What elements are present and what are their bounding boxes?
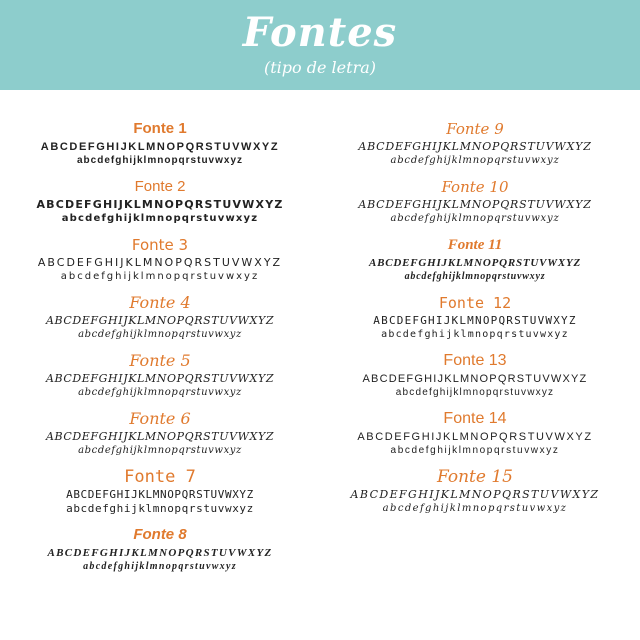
font-sample-1 [10, 120, 310, 167]
uppercase-alphabet: ABCDEFGHIJKLMNOPQRSTUVWXYZ [358, 198, 592, 211]
lowercase-alphabet: abcdefghijklmnopqrstuvwxyz [404, 271, 546, 282]
lowercase-alphabet: abcdefghijklmnopqrstuvwxyz [395, 387, 555, 398]
lowercase-alphabet: abcdefghijklmnopqrstuvwxyz [61, 213, 259, 224]
font-name: Fonte 3 [131, 236, 189, 254]
uppercase-alphabet: ABCDEFGHIJKLMNOPQRSTUVWXYZ [45, 372, 275, 385]
font-sample-7 [10, 468, 310, 515]
uppercase-alphabet: ABCDEFGHIJKLMNOPQRSTUVWXYZ [45, 430, 275, 443]
font-sample-4 [10, 294, 310, 341]
font-sample-2 [10, 178, 310, 225]
lowercase-alphabet: abcdefghijklmnopqrstuvwxyz [390, 445, 560, 456]
font-sample-12 [325, 294, 625, 341]
lowercase-alphabet: abcdefghijklmnopqrstuvwxyz [78, 387, 242, 398]
font-name: Fonte 10 [441, 178, 509, 196]
lowercase-alphabet: abcdefghijklmnopqrstuvwxyz [382, 503, 568, 514]
lowercase-alphabet: abcdefghijklmnopqrstuvwxyz [390, 213, 560, 224]
font-name: Fonte 2 [134, 178, 186, 195]
page-subtitle: (tipo de letra) [264, 58, 376, 77]
uppercase-alphabet: ABCDEFGHIJKLMNOPQRSTUVWXYZ [45, 314, 275, 327]
page-title: Fontes [242, 9, 398, 56]
font-sample-9 [325, 120, 625, 167]
font-sample-15 [325, 468, 625, 515]
lowercase-alphabet: abcdefghijklmnopqrstuvwxyz [76, 155, 244, 166]
font-name: Fonte 14 [443, 410, 507, 427]
uppercase-alphabet: ABCDEFGHIJKLMNOPQRSTUVWXYZ [36, 198, 284, 211]
font-sample-8 [10, 526, 310, 573]
font-name: Fonte 7 [124, 467, 196, 487]
lowercase-alphabet: abcdefghijklmnopqrstuvwxyz [381, 329, 569, 340]
lowercase-alphabet: abcdefghijklmnopqrstuvwxyz [390, 155, 560, 166]
font-name: Fonte 6 [129, 409, 191, 428]
uppercase-alphabet: ABCDEFGHIJKLMNOPQRSTUVWXYZ [357, 431, 593, 443]
uppercase-alphabet: ABCDEFGHIJKLMNOPQRSTUVWXYZ [368, 257, 582, 269]
font-name: Fonte 9 [446, 120, 504, 138]
lowercase-alphabet: abcdefghijklmnopqrstuvwxyz [83, 561, 237, 572]
font-sample-14 [325, 410, 625, 457]
header-banner [0, 0, 640, 90]
uppercase-alphabet: ABCDEFGHIJKLMNOPQRSTUVWXYZ [373, 314, 577, 327]
font-sample-3 [10, 236, 310, 283]
uppercase-alphabet: ABCDEFGHIJKLMNOPQRSTUVWXYZ [358, 140, 592, 153]
uppercase-alphabet: ABCDEFGHIJKLMNOPQRSTUVWXYZ [40, 141, 280, 153]
uppercase-alphabet: ABCDEFGHIJKLMNOPQRSTUVWXYZ [362, 373, 588, 385]
lowercase-alphabet: abcdefghijklmnopqrstuvwxyz [60, 271, 260, 282]
font-name: Fonte 5 [129, 351, 191, 370]
uppercase-alphabet: ABCDEFGHIJKLMNOPQRSTUVWXYZ [47, 547, 273, 559]
font-column-left [10, 120, 310, 584]
font-sample-5 [10, 352, 310, 399]
uppercase-alphabet: ABCDEFGHIJKLMNOPQRSTUVWXYZ [66, 488, 254, 501]
font-name: Fonte 15 [437, 467, 513, 487]
lowercase-alphabet: abcdefghijklmnopqrstuvwxyz [66, 502, 254, 515]
font-sample-6 [10, 410, 310, 457]
font-column-right [325, 120, 625, 526]
lowercase-alphabet: abcdefghijklmnopqrstuvwxyz [78, 445, 242, 456]
uppercase-alphabet: ABCDEFGHIJKLMNOPQRSTUVWXYZ [37, 256, 283, 269]
font-name: Fonte 8 [133, 526, 187, 543]
font-name: Fonte 4 [129, 293, 191, 312]
font-sample-13 [325, 352, 625, 399]
font-name: Fonte 1 [133, 120, 187, 137]
lowercase-alphabet: abcdefghijklmnopqrstuvwxyz [78, 329, 242, 340]
font-sample-10 [325, 178, 625, 225]
uppercase-alphabet: ABCDEFGHIJKLMNOPQRSTUVWXYZ [350, 488, 600, 501]
font-sample-11 [325, 236, 625, 283]
font-name: Fonte 13 [443, 352, 507, 369]
font-name: Fonte 12 [438, 294, 512, 312]
font-name: Fonte 11 [447, 237, 503, 253]
